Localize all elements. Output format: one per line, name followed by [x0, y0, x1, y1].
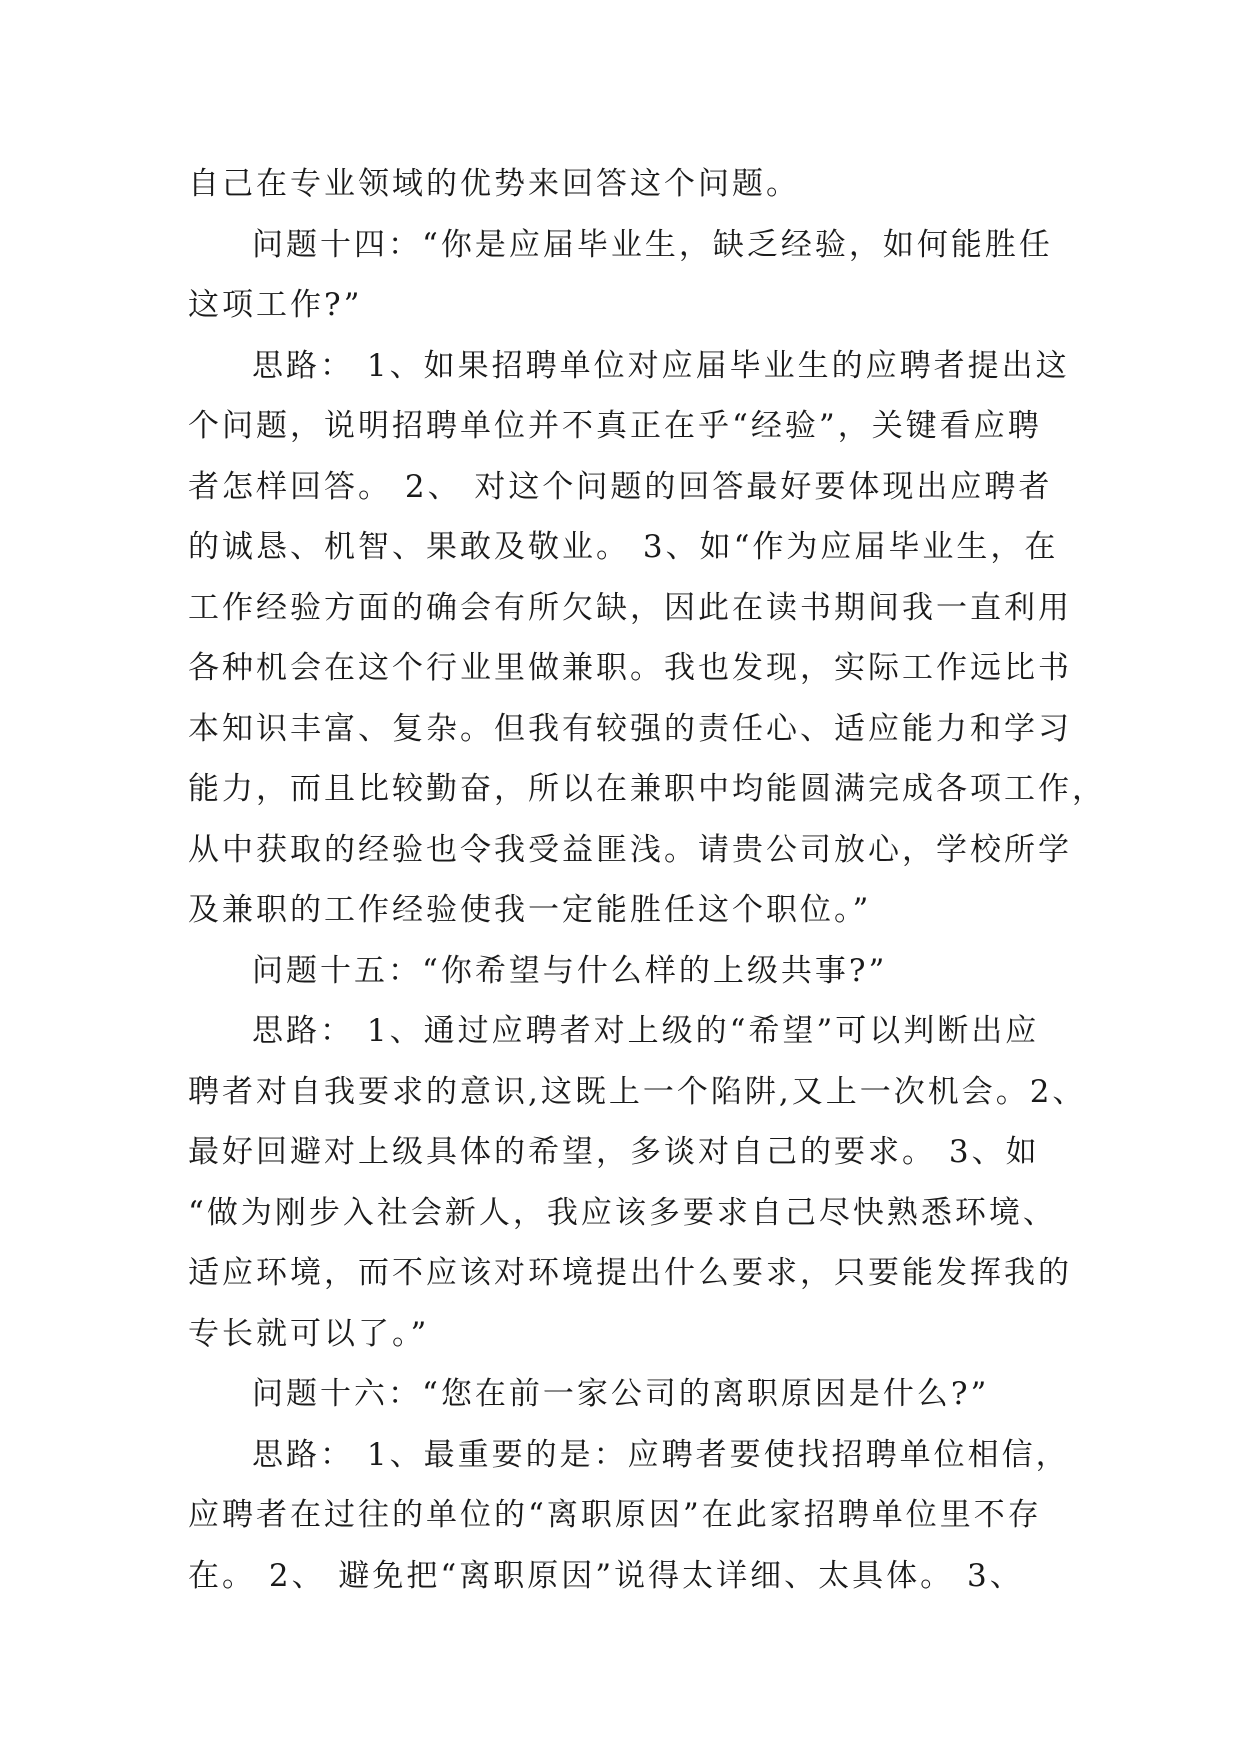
text-line: 在。 2、 避免把“离职原因”说得太详细、太具体。 3、: [188, 1558, 1024, 1594]
text-line: 各种机会在这个行业里做兼职。我也发现，实际工作远比书: [188, 650, 1072, 686]
text-line: 适应环境，而不应该对环境提出什么要求，只要能发挥我的: [188, 1255, 1072, 1291]
text-line: 及兼职的工作经验使我一定能胜任这个职位。”: [188, 892, 872, 928]
text-line: 专长就可以了。”: [188, 1316, 430, 1352]
answer-heading: 思路： 1、最重要的是：应聘者要使找招聘单位相信，: [252, 1437, 1070, 1473]
text-line: 能力，而且比较勤奋，所以在兼职中均能圆满完成各项工作，: [188, 771, 1106, 807]
answer-heading: 思路： 1、通过应聘者对上级的“希望”可以判断出应: [252, 1013, 1040, 1049]
text-line: 本知识丰富、复杂。但我有较强的责任心、适应能力和学习: [188, 711, 1072, 747]
text-line: 工作经验方面的确会有所欠缺，因此在读书期间我一直利用: [188, 590, 1072, 626]
answer-heading: 思路： 1、如果招聘单位对应届毕业生的应聘者提出这: [252, 348, 1070, 384]
question-heading: 问题十六：“您在前一家公司的离职原因是什么?”: [252, 1376, 990, 1412]
text-line: 从中获取的经验也令我受益匪浅。请贵公司放心，学校所学: [188, 832, 1072, 868]
text-line: 自己在专业领域的优势来回答这个问题。: [188, 166, 800, 202]
question-heading: 问题十五：“你希望与什么样的上级共事?”: [252, 953, 888, 989]
text-line: 个问题，说明招聘单位并不真正在乎“经验”，关键看应聘: [188, 408, 1042, 444]
text-line: 应聘者在过往的单位的“离职原因”在此家招聘单位里不存: [188, 1497, 1042, 1533]
text-line: 聘者对自我要求的意识,这既上一个陷阱,又上一次机会。2、: [188, 1074, 1087, 1110]
text-line: “做为刚步入社会新人，我应该多要求自己尽快熟悉环境、: [188, 1195, 1057, 1231]
text-line: 这项工作?”: [188, 287, 363, 323]
text-line: 最好回避对上级具体的希望，多谈对自己的要求。 3、如: [188, 1134, 1040, 1170]
text-line: 的诚恳、机智、果敢及敬业。 3、如“作为应届毕业生，在: [188, 529, 1059, 565]
question-heading: 问题十四：“你是应届毕业生，缺乏经验，如何能胜任: [252, 227, 1053, 263]
text-line: 者怎样回答。 2、 对这个问题的回答最好要体现出应聘者: [188, 469, 1053, 505]
